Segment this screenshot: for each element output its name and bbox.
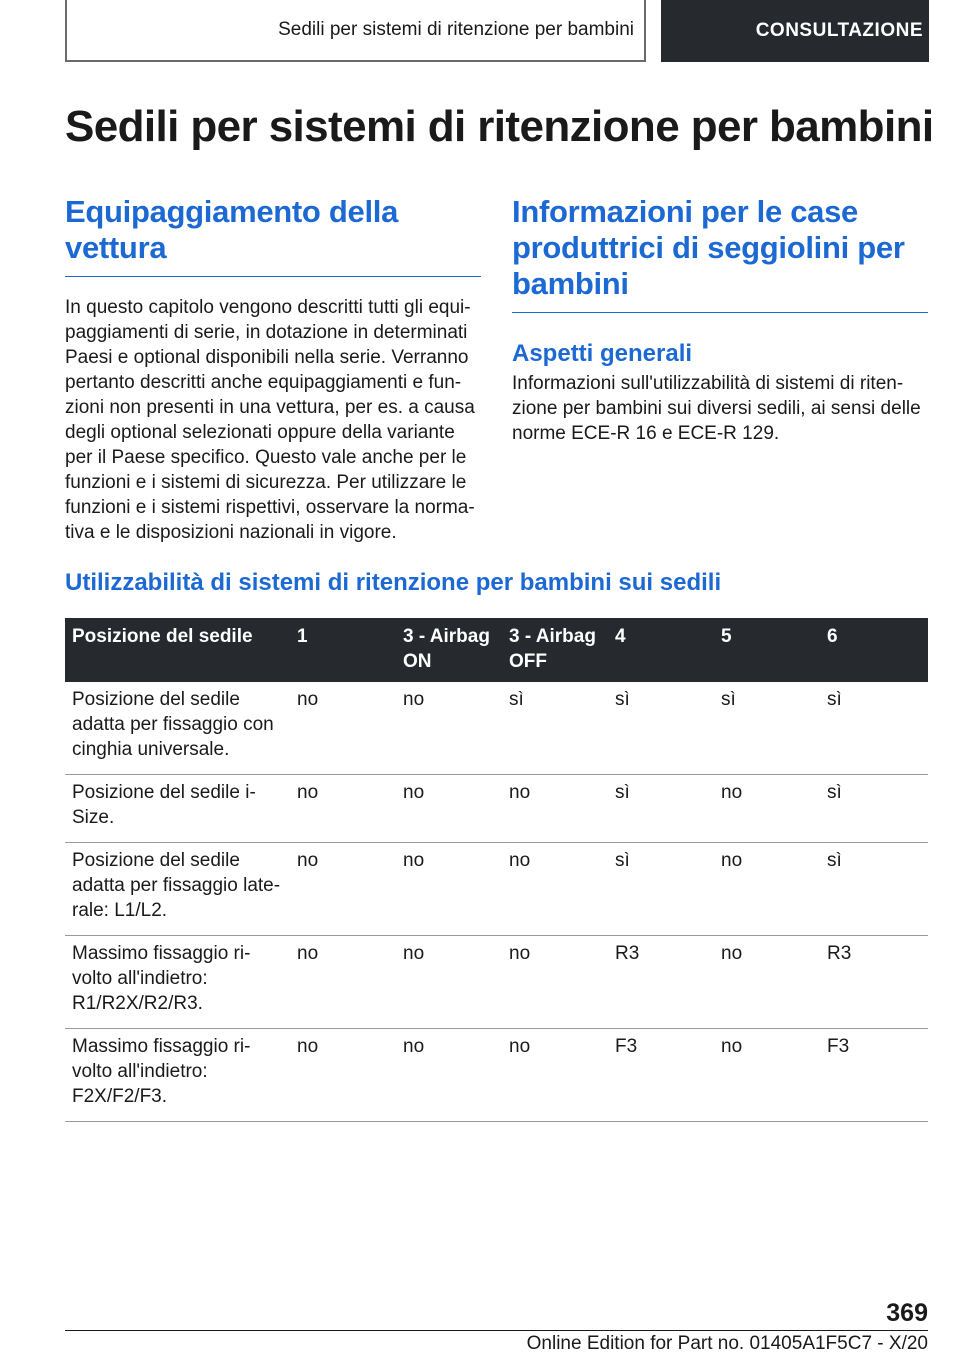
table-row	[65, 682, 928, 775]
table-row	[65, 1029, 928, 1122]
table-header-row	[65, 618, 928, 682]
table-cell: no	[290, 936, 396, 1029]
table-cell: F3	[608, 1029, 714, 1122]
seat-suitability-table	[65, 618, 928, 1122]
manufacturer-info-heading: Informazioni per le case produttrici di seggiolini per bambini	[512, 194, 905, 301]
table-cell: Posizione del sedile i-Size.	[65, 775, 290, 843]
table-cell: sì	[820, 775, 928, 843]
header-cell: 6	[827, 626, 838, 647]
table-cell: no	[714, 936, 820, 1029]
chapter-title: Sedili per sistemi di ritenzione per bambini	[278, 19, 634, 40]
table-row	[65, 936, 928, 1029]
table-cell: no	[502, 775, 608, 843]
header-cell: 4	[615, 626, 626, 647]
table-cell: Massimo fissaggio rivolto all'indietro: F2X/F2/F3.	[65, 1029, 290, 1122]
general-aspects-heading: Aspetti generali	[512, 340, 693, 367]
left-column	[65, 194, 481, 545]
table-cell: no	[396, 682, 502, 775]
running-header-section	[661, 0, 929, 62]
table-cell: Massimo fissaggio rivolto all'indietro: R1/R2X/R2/R3.	[65, 936, 290, 1029]
table-row	[65, 843, 928, 936]
header-cell: 3 - Airbag OFF	[509, 626, 596, 672]
table-cell: no	[714, 1029, 820, 1122]
heading-rule	[65, 276, 481, 277]
equipment-body: In questo capitolo vengono descritti tutti gli equipaggiamenti di serie, in dotazione in determinati Paesi e optional disponibili nella serie. Verranno pertanto descritti anche equipaggiamenti e funzioni non presenti in una vettura, per es. a causa degli optional selezionati oppure della variante per il Paese specifico. Questo vale anche per le funzioni e i sistemi di sicurezza. Per utilizzare le funzioni e i sistemi rispettivi, osservare la normativa e le disposizioni nazionali in vigore.	[65, 297, 475, 543]
table-cell: sì	[820, 682, 928, 775]
section-label: CONSULTAZIONE	[755, 20, 923, 41]
table-row	[65, 775, 928, 843]
table-cell: no	[502, 1029, 608, 1122]
table-cell: no	[502, 843, 608, 936]
footer-rule	[65, 1330, 928, 1331]
page-number: 369	[886, 1299, 928, 1327]
table-cell: sì	[608, 775, 714, 843]
table-cell: sì	[502, 682, 608, 775]
table-cell: Posizione del sedile adatta per fissaggio laterale: L1/L2.	[65, 843, 290, 936]
table-cell: sì	[714, 682, 820, 775]
table-cell: R3	[608, 936, 714, 1029]
table-cell: no	[396, 936, 502, 1029]
table-cell: R3	[820, 936, 928, 1029]
table-cell: sì	[820, 843, 928, 936]
header-cell: Posizione del sedile	[72, 626, 253, 647]
table-cell: sì	[608, 682, 714, 775]
table-cell: no	[396, 1029, 502, 1122]
page-title: Sedili per sistemi di ritenzione per bambini	[65, 102, 934, 151]
table-cell: no	[714, 843, 820, 936]
heading-rule	[512, 312, 928, 313]
table-cell: no	[290, 682, 396, 775]
table-cell: no	[290, 775, 396, 843]
general-aspects-body: Informazioni sull'utilizzabilità di sistemi di ritenzione per bambini sui diversi sedili, ai sensi delle norme ECE-R 16 e ECE-R 129.	[512, 373, 921, 444]
table-cell: F3	[820, 1029, 928, 1122]
table-cell: no	[502, 936, 608, 1029]
table-cell: sì	[608, 843, 714, 936]
edition-line: Online Edition for Part no. 01405A1F5C7 - X/20	[526, 1333, 928, 1354]
equipment-heading: Equipaggiamento della vettura	[65, 194, 399, 265]
header-cell: 1	[297, 626, 308, 647]
table-cell: no	[396, 775, 502, 843]
header-cell: 5	[721, 626, 732, 647]
table-title: Utilizzabilità di sistemi di ritenzione per bambini sui sedili	[65, 569, 722, 596]
header-cell: 3 - Airbag ON	[403, 626, 490, 672]
table-cell: Posizione del sedile adatta per fissaggio con cinghia universale.	[65, 682, 290, 775]
table-cell: no	[396, 843, 502, 936]
running-header-chapter	[65, 0, 646, 62]
table-cell: no	[290, 1029, 396, 1122]
right-column	[512, 194, 928, 446]
table-cell: no	[714, 775, 820, 843]
table-cell: no	[290, 843, 396, 936]
